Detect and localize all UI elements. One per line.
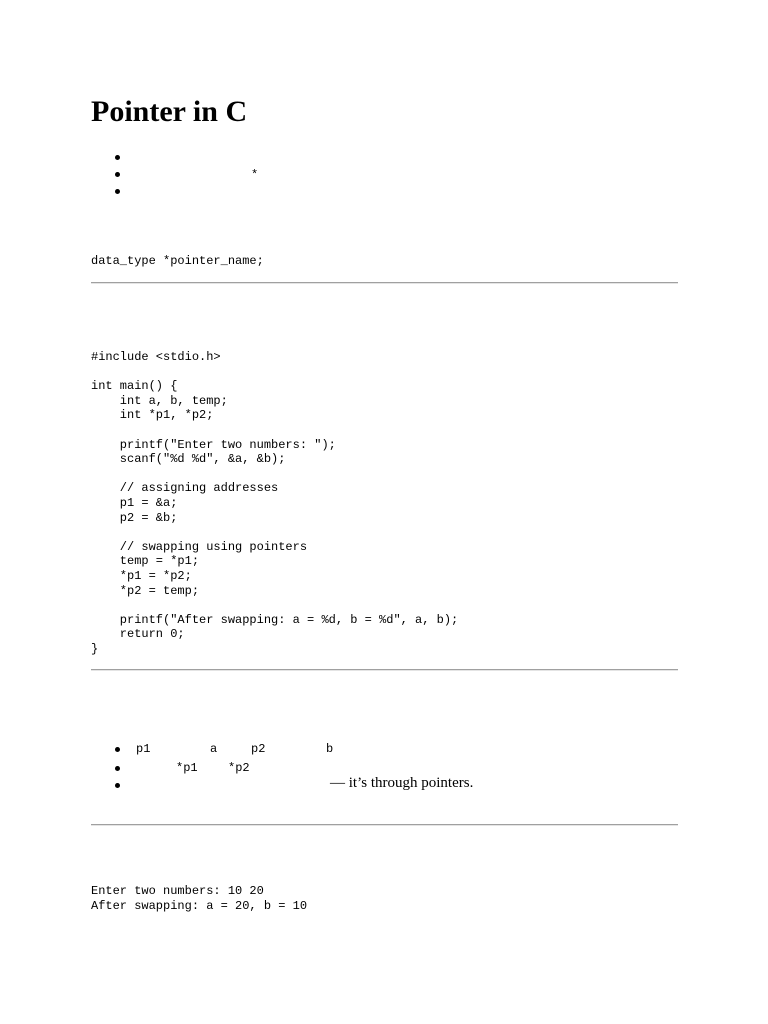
explain-p2-code: p2 [251, 742, 266, 756]
explain-a-code: a [210, 742, 218, 756]
program-code-line: int a, b, temp; [91, 393, 228, 408]
program-code-line: int *p1, *p2; [91, 408, 214, 423]
program-code-line: temp = *p1; [91, 554, 200, 569]
intro-item-2-code: * [251, 168, 259, 182]
explain-deref-p1-code: *p1 [176, 761, 198, 775]
divider-3 [91, 824, 678, 826]
program-code-line: scanf("%d %d", &a, &b); [91, 452, 286, 467]
explain-b-code: b [326, 742, 334, 756]
program-code-block [91, 350, 458, 656]
program-code-line: printf("After swapping: a = %d, b = %d", a, b); [91, 612, 459, 627]
explain-deref-p2-code: *p2 [228, 761, 250, 775]
program-code-line: printf("Enter two numbers: "); [91, 437, 336, 452]
program-code-line: // assigning addresses [91, 481, 279, 496]
output-code-line: After swapping: a = 20, b = 10 [91, 898, 308, 913]
intro-bullet-2 [115, 172, 120, 177]
syntax-code-block: data_type *pointer_name; [91, 254, 264, 268]
divider-1 [91, 282, 678, 284]
page-title: Pointer in C [91, 95, 248, 128]
program-code-line: #include <stdio.h> [91, 350, 221, 364]
explain-bullet-3 [115, 783, 120, 788]
program-code-line: *p2 = temp; [91, 583, 200, 598]
program-code-line: p2 = &b; [91, 510, 178, 525]
explain-item-3-text: — it’s through pointers. [330, 775, 474, 791]
explain-bullet-2 [115, 766, 120, 771]
program-code-line: return 0; [91, 627, 185, 642]
explain-bullet-1 [115, 747, 120, 752]
divider-2 [91, 669, 678, 671]
program-code-line: } [91, 641, 99, 656]
intro-bullet-3 [115, 189, 120, 194]
program-code-line: // swapping using pointers [91, 539, 308, 554]
output-code-line: Enter two numbers: 10 20 [91, 884, 264, 898]
explain-p1-code: p1 [136, 742, 151, 756]
program-code-line: p1 = &a; [91, 495, 178, 510]
program-code-line: int main() { [91, 379, 178, 394]
program-code-line: *p1 = *p2; [91, 568, 192, 583]
intro-bullet-1 [115, 155, 120, 160]
output-code-block [91, 884, 307, 913]
